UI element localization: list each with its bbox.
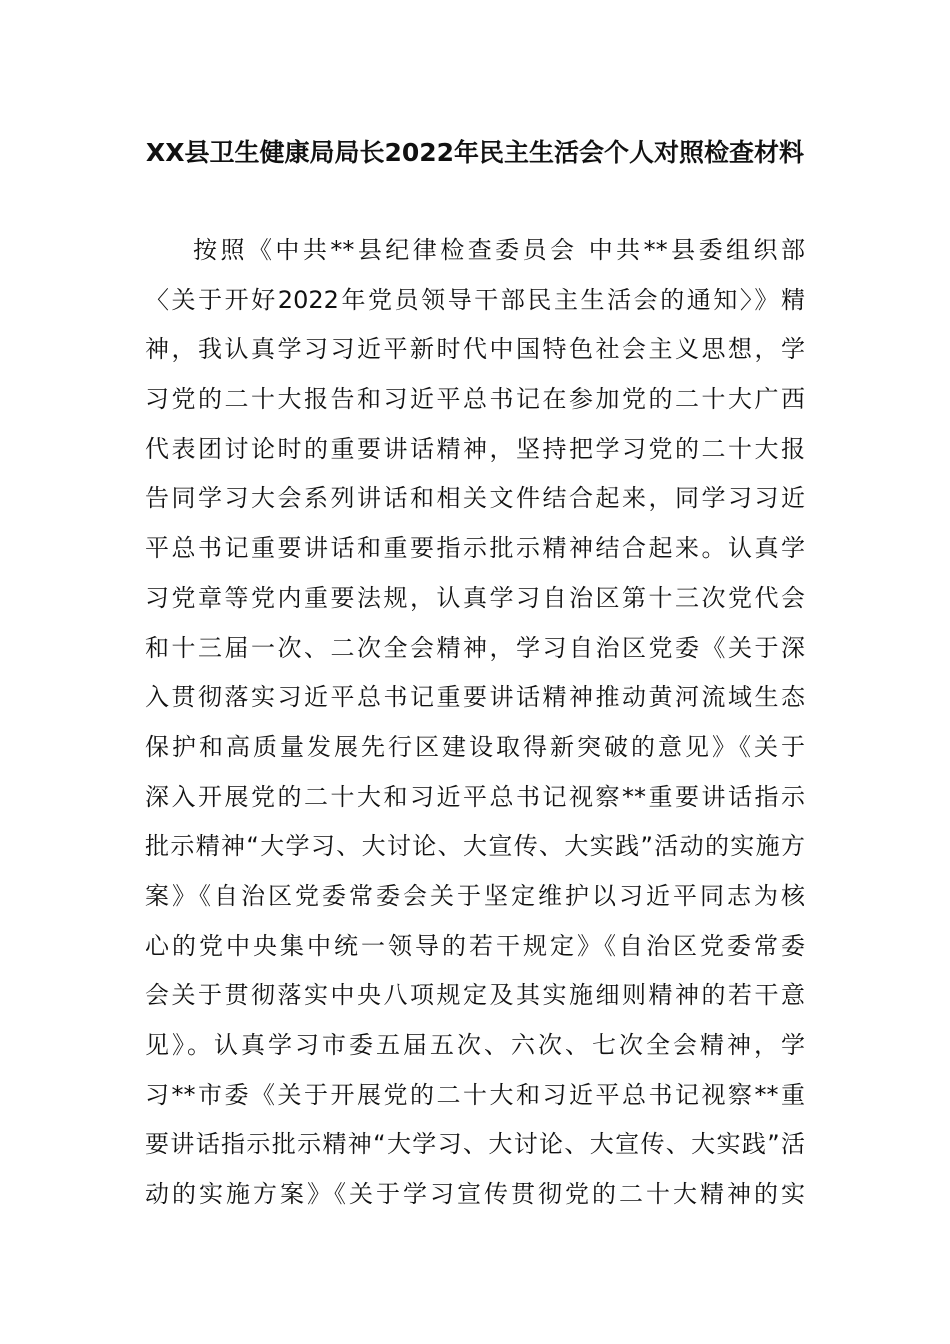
body-line: 告同学习大会系列讲话和相关文件结合起来，同学习习近 — [145, 484, 805, 513]
document-body — [145, 226, 805, 1220]
body-line: 批示精神“大学习、大讨论、大宣传、大实践”活动的实施方 — [145, 832, 805, 861]
document-title: XX县卫生健康局局长2022年民主生活会个人对照检查材料 — [145, 138, 805, 167]
body-line: 会关于贯彻落实中央八项规定及其实施细则精神的若干意 — [145, 981, 805, 1010]
body-line: 习党章等党内重要法规，认真学习自治区第十三次党代会 — [145, 583, 805, 612]
body-line: 入贯彻落实习近平总书记重要讲话精神推动黄河流域生态 — [145, 683, 805, 712]
body-line: 代表团讨论时的重要讲话精神，坚持把学习党的二十大报 — [145, 434, 805, 463]
body-line: 神，我认真学习习近平新时代中国特色社会主义思想，学 — [145, 335, 805, 364]
body-line: 要讲话指示批示精神“大学习、大讨论、大宣传、大实践”活 — [145, 1130, 805, 1159]
body-line: 保护和高质量发展先行区建设取得新突破的意见》《关于 — [145, 732, 805, 761]
body-line: 动的实施方案》《关于学习宣传贯彻党的二十大精神的实 — [145, 1180, 805, 1209]
body-line: 案》《自治区党委常委会关于坚定维护以习近平同志为核 — [145, 881, 805, 910]
body-line: 习党的二十大报告和习近平总书记在参加党的二十大广西 — [145, 385, 805, 414]
body-line: 习**市委《关于开展党的二十大和习近平总书记视察**重 — [145, 1080, 805, 1109]
body-line: 和十三届一次、二次全会精神，学习自治区党委《关于深 — [145, 633, 805, 662]
body-line: 见》。认真学习市委五届五次、六次、七次全会精神，学 — [145, 1031, 805, 1059]
body-line: 平总书记重要讲话和重要指示批示精神结合起来。认真学 — [145, 534, 805, 563]
body-line: 按照《中共**县纪律检查委员会 中共**县委组织部 — [193, 236, 805, 264]
body-line: 深入开展党的二十大和习近平总书记视察**重要讲话指示 — [145, 782, 805, 811]
body-line: 〈关于开好2022年党员领导干部民主生活会的通知〉》精 — [145, 285, 805, 314]
body-line: 心的党中央集中统一领导的若干规定》《自治区党委常委 — [145, 931, 805, 960]
